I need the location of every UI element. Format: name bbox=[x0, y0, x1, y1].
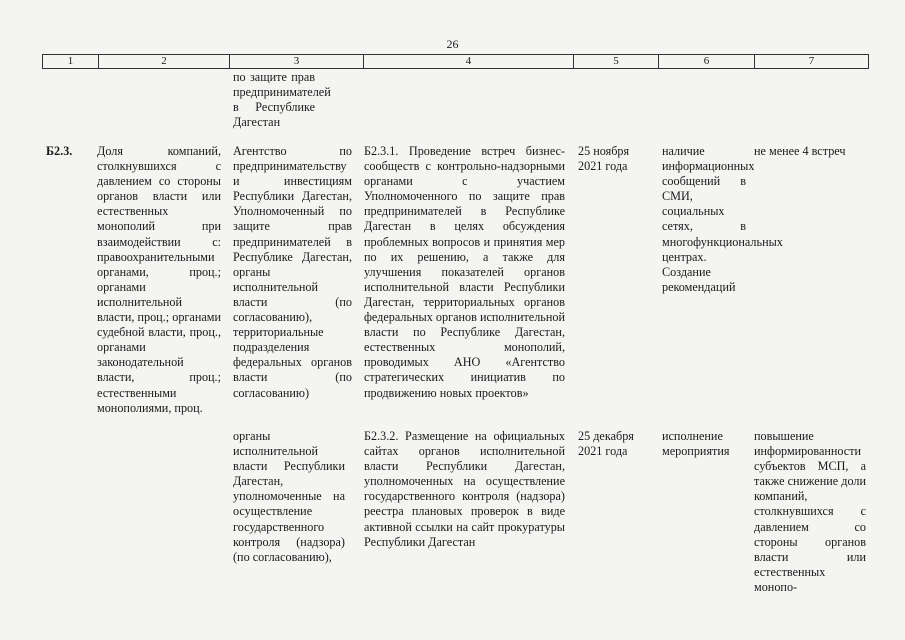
header-col-4: 4 bbox=[363, 55, 573, 68]
executor-text: Агентство по предпринимательству и инвестициям Республики Дагестан, Уполномоченный по защите прав предпринимателей в Республике Дагестан, органы исполнительной власти (по согласованию), территориальные подразделения федеральных органов власти (по согласованию) bbox=[233, 144, 352, 400]
measure-text-2: Б2.3.2. Размещение на официальных сайтах органов исполнительной власти Республики Дагестан, уполномоченных на осуществление государственного контроля (надзора) реестра плановых проверок в виде активной ссылки на сайт прокуратуры Республики Дагестан bbox=[364, 429, 565, 549]
header-col-3: 3 bbox=[229, 55, 363, 68]
header-col-2: 2 bbox=[98, 55, 229, 68]
target-text-2: повышение информированности субъектов МСП, а также снижение доли компаний, столкнувшихся с давлением со стороны органов власти или естественных монопо- bbox=[754, 429, 866, 594]
target-text: не менее 4 встреч bbox=[754, 144, 846, 158]
deadline-text: 25 ноября 2021 года bbox=[578, 144, 630, 174]
header-col-1: 1 bbox=[42, 55, 98, 68]
header-col-7: 7 bbox=[754, 55, 869, 68]
executor-text-2: органы исполнительной власти Республики Дагестан, уполномоченные на осуществление государственного контроля (надзора) (по согласованию), bbox=[233, 429, 345, 564]
page-number: 26 bbox=[446, 37, 459, 51]
result-text-2: исполнение мероприятия bbox=[662, 429, 730, 459]
result-text: наличие информационных сообщений в СМИ, социальных сетях, в многофункциональных центрах. Создание рекомендаций bbox=[662, 144, 783, 294]
deadline-text-2: 25 декабря 2021 года bbox=[578, 429, 634, 459]
indicator-text: Доля компаний, столкнувшихся с давлением со стороны органов власти или естественных монополий при взаимодействии с: правоохранительными органами, проц.; органами исполнительной власти, проц.; органами судебной власти, проц., органами законодательной власти, проц.; естественными монополиями, проц. bbox=[97, 144, 221, 415]
table-header-row bbox=[42, 54, 869, 69]
header-col-6: 6 bbox=[658, 55, 754, 68]
header-col-5: 5 bbox=[573, 55, 658, 68]
continuation-executor: по защите прав предпринимателей в Республике Дагестан bbox=[233, 70, 331, 130]
measure-text: Б2.3.1. Проведение встреч бизнес-сообществ с контрольно-надзорными органами с участием Уполномоченного по защите прав предпринимателей в Республике Дагестан в целях обсуждения проблемных вопросов и принятия мер по их решению, а также для улучшения показателей органов исполнительной власти Республики Дагестан, территориальных органов федеральных органов исполнительной власти по Республике Дагестан, естественных монополий, проводимых АНО «Агентство стратегических инициатив по продвижению новых проектов» bbox=[364, 144, 565, 400]
row-code: Б2.3. bbox=[46, 144, 73, 158]
